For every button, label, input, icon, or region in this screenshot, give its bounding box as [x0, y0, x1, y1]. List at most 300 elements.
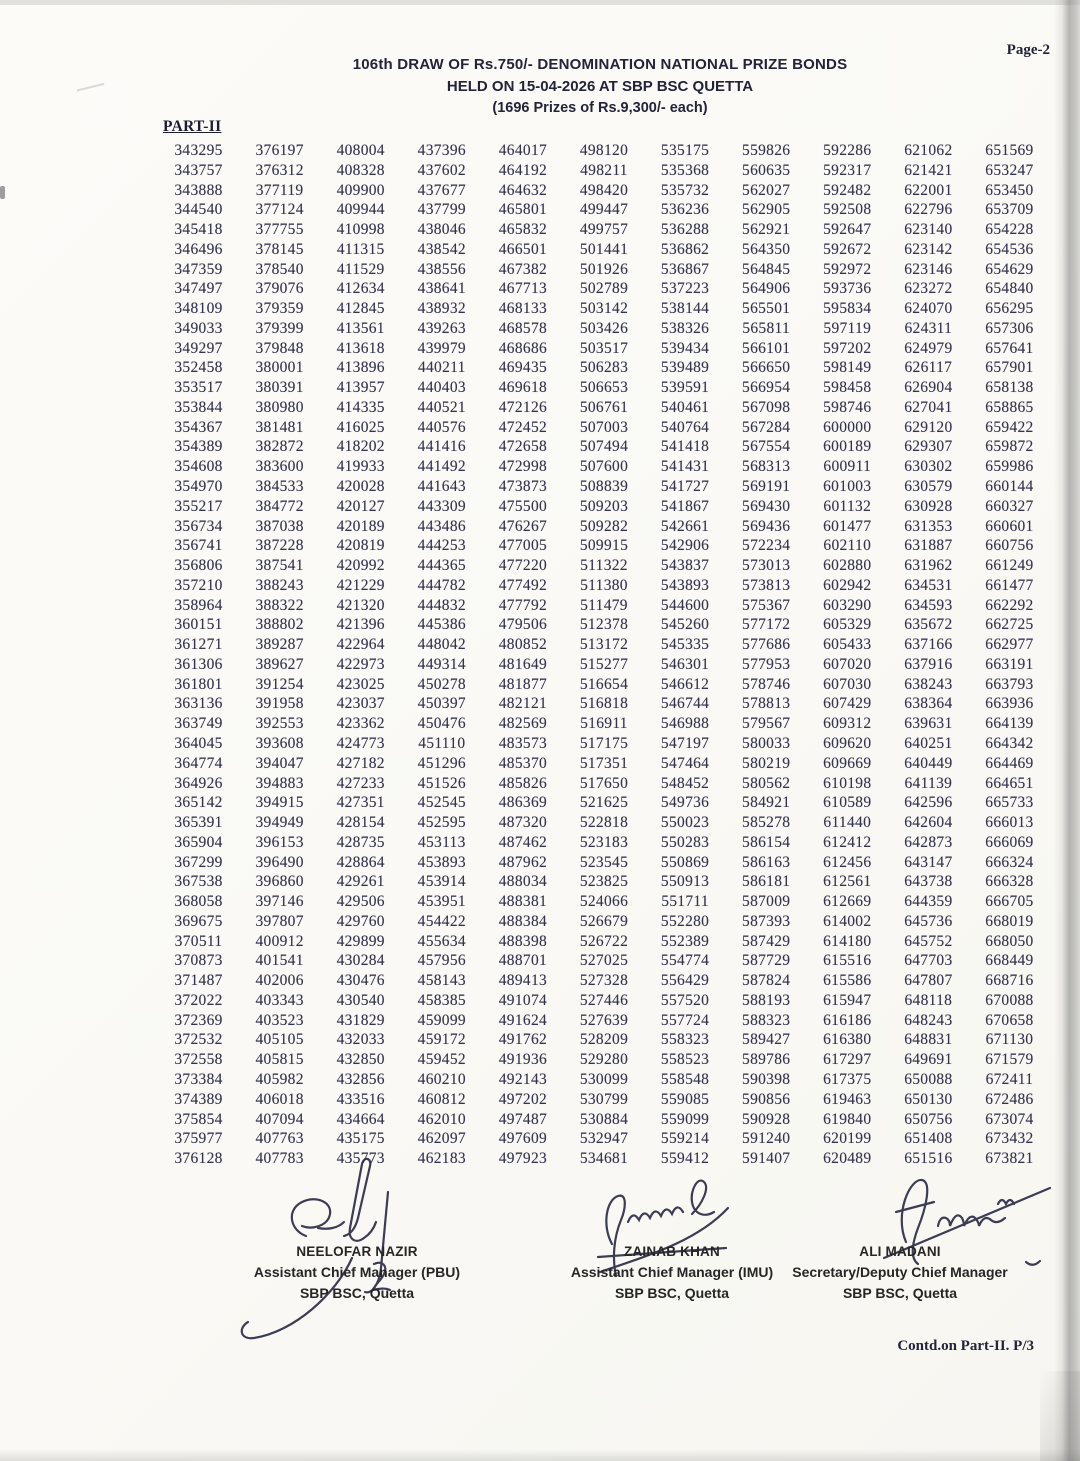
- bond-number: 483573: [498, 734, 548, 752]
- bond-number: 512378: [579, 616, 629, 634]
- bond-number: 477492: [498, 576, 548, 594]
- bond-number: 488384: [498, 912, 548, 930]
- bond-number: 605329: [823, 616, 872, 634]
- bond-number: 653247: [985, 161, 1034, 179]
- bond-number: 455634: [417, 932, 466, 950]
- signatory-title: Secretary/Deputy Chief Manager: [792, 1264, 1008, 1280]
- bond-number: 623146: [904, 260, 953, 278]
- bond-number: 469618: [498, 379, 548, 397]
- bond-number: 602110: [823, 537, 872, 555]
- bond-number: 598458: [823, 379, 872, 397]
- bond-number: 402006: [255, 972, 304, 990]
- bond-number: 498420: [579, 181, 629, 199]
- bond-number: 537223: [660, 280, 710, 298]
- bond-number: 654228: [985, 221, 1034, 239]
- bond-number: 541418: [660, 438, 710, 456]
- bond-number: 630302: [904, 458, 953, 476]
- bond-number: 354970: [174, 478, 223, 496]
- bond-number: 541867: [660, 497, 710, 515]
- bond-number: 434664: [336, 1110, 385, 1128]
- bond-number: 670088: [985, 991, 1034, 1009]
- bond-number: 361271: [174, 636, 223, 654]
- bond-number: 616186: [823, 1011, 872, 1029]
- bond-number: 435773: [336, 1150, 385, 1168]
- bond-number: 408004: [336, 142, 385, 159]
- scan-edge-mark: [0, 186, 5, 199]
- bond-number: 522818: [579, 814, 629, 832]
- bond-number: 363749: [174, 715, 223, 733]
- bond-number: 378145: [255, 240, 304, 258]
- bond-number: 368058: [174, 893, 223, 911]
- bond-number: 589786: [742, 1051, 791, 1069]
- bond-number: 397146: [255, 893, 304, 911]
- bond-number: 431829: [336, 1011, 385, 1029]
- bond-number: 497202: [498, 1090, 548, 1108]
- bond-number: 421229: [336, 576, 385, 594]
- bond-number: 593736: [823, 280, 872, 298]
- bond-number: 444832: [417, 596, 466, 614]
- bond-number: 651408: [904, 1130, 953, 1148]
- bond-number: 460210: [417, 1070, 466, 1088]
- bond-number: 546612: [660, 675, 710, 693]
- bond-number: 643738: [904, 873, 953, 891]
- bond-number: 569436: [742, 517, 791, 535]
- bond-number: 547197: [660, 734, 710, 752]
- bond-number: 416025: [336, 418, 385, 436]
- bond-number: 654629: [985, 260, 1034, 278]
- bond-number: 541431: [660, 458, 710, 476]
- bond-number: 492143: [498, 1070, 548, 1088]
- bond-number: 347359: [174, 260, 223, 278]
- bond-number: 353517: [174, 379, 223, 397]
- bond-number: 497923: [498, 1150, 548, 1168]
- signatory-org: SBP BSC, Quetta: [299, 1285, 415, 1301]
- bond-number: 469435: [498, 359, 548, 377]
- bond-number: 643147: [904, 853, 953, 871]
- bond-number: 462097: [417, 1130, 466, 1148]
- bond-number: 376312: [255, 161, 304, 179]
- bond-number: 565501: [742, 300, 791, 318]
- bond-number: 550023: [660, 814, 710, 832]
- bond-number: 538144: [660, 300, 710, 318]
- bond-number: 419933: [336, 458, 385, 476]
- bond-number: 607020: [823, 655, 872, 673]
- bond-number: 624311: [904, 319, 953, 337]
- bond-number: 438046: [417, 221, 466, 239]
- bond-number: 438641: [417, 280, 466, 298]
- bond-number: 453113: [417, 833, 466, 851]
- bond-number: 420028: [336, 478, 385, 496]
- bond-number: 592317: [823, 161, 872, 179]
- bond-number: 465801: [498, 201, 548, 219]
- bond-number: 670658: [985, 1011, 1034, 1029]
- bond-number: 440211: [417, 359, 466, 377]
- bond-number: 511322: [580, 557, 628, 575]
- bond-number: 449314: [417, 655, 466, 673]
- bond-number: 635672: [904, 616, 953, 634]
- bond-number: 626904: [904, 379, 953, 397]
- bond-number: 383600: [255, 458, 304, 476]
- bond-number: 592482: [823, 181, 872, 199]
- bond-number: 387541: [255, 557, 304, 575]
- bond-number: 414335: [336, 398, 385, 416]
- bond-number: 523183: [579, 833, 629, 851]
- bond-number: 420819: [336, 537, 385, 555]
- bond-number: 609620: [823, 734, 872, 752]
- bond-number: 631353: [904, 517, 953, 535]
- bond-number: 506761: [579, 398, 629, 416]
- bond-number: 468686: [498, 339, 548, 357]
- bond-number: 501926: [579, 260, 629, 278]
- bond-number: 619463: [823, 1090, 872, 1108]
- bond-number: 642596: [904, 794, 953, 812]
- bond-number: 515277: [579, 655, 629, 673]
- bond-number: 577686: [742, 636, 791, 654]
- bond-number: 659872: [985, 438, 1034, 456]
- bond-number: 364926: [174, 774, 223, 792]
- bond-number: 658138: [985, 379, 1034, 397]
- bond-number: 577172: [742, 616, 791, 634]
- bond-number: 535175: [660, 142, 710, 159]
- bond-number: 566101: [742, 339, 791, 357]
- bond-number: 612561: [823, 873, 872, 891]
- bond-number: 497609: [498, 1130, 548, 1148]
- bond-number: 428154: [336, 814, 385, 832]
- bond-number: 466501: [498, 240, 548, 258]
- bond-number: 400912: [255, 932, 304, 950]
- bond-number: 457956: [417, 952, 466, 970]
- bond-number: 397807: [255, 912, 304, 930]
- bond-number: 615947: [823, 991, 872, 1009]
- bond-number: 427351: [336, 794, 385, 812]
- bond-number: 433516: [336, 1090, 385, 1108]
- bond-number: 642873: [904, 833, 953, 851]
- bond-number: 491074: [498, 991, 548, 1009]
- bond-number: 562027: [742, 181, 791, 199]
- part-section-label: PART-II: [163, 118, 222, 135]
- bond-number: 437602: [417, 161, 466, 179]
- bond-number: 517351: [579, 754, 629, 772]
- bond-number: 602942: [823, 576, 872, 594]
- bond-number: 539489: [660, 359, 710, 377]
- bond-number: 420127: [336, 497, 385, 515]
- bond-number: 648831: [904, 1031, 953, 1049]
- bond-number: 396860: [255, 873, 304, 891]
- bond-number: 344540: [174, 201, 223, 219]
- bond-number: 663793: [985, 675, 1034, 693]
- bond-number: 413561: [336, 319, 385, 337]
- bond-number: 558548: [660, 1070, 710, 1088]
- bond-number: 509203: [579, 497, 629, 515]
- bond-number: 364045: [174, 734, 223, 752]
- bond-number: 364774: [174, 754, 223, 772]
- bond-number: 623140: [904, 221, 953, 239]
- bond-number: 354389: [174, 438, 223, 456]
- bond-number: 438542: [417, 240, 466, 258]
- bond-number: 549736: [660, 794, 710, 812]
- bond-number: 536862: [660, 240, 710, 258]
- bond-number: 444253: [417, 537, 466, 555]
- bond-number: 391254: [255, 675, 304, 693]
- bond-number: 627041: [904, 398, 953, 416]
- bond-number: 637166: [904, 636, 953, 654]
- bond-number: 365904: [174, 833, 223, 851]
- bond-number: 598746: [823, 398, 872, 416]
- bond-number: 617297: [823, 1051, 872, 1069]
- bond-number: 379399: [255, 319, 304, 337]
- bond-number: 452545: [417, 794, 466, 812]
- bond-number: 360151: [174, 616, 223, 634]
- bond-number: 432033: [336, 1031, 385, 1049]
- scan-corner-shadow: [1040, 1371, 1080, 1461]
- bond-number: 620199: [823, 1130, 872, 1148]
- bond-number: 664651: [985, 774, 1034, 792]
- bond-number: 516818: [579, 695, 629, 713]
- bond-number: 575367: [742, 596, 791, 614]
- bond-number: 371487: [174, 972, 223, 990]
- bond-number: 673432: [985, 1130, 1034, 1148]
- bond-number: 503142: [579, 300, 629, 318]
- bond-number: 379848: [255, 339, 304, 357]
- bond-number: 438556: [417, 260, 466, 278]
- signatory-title: Assistant Chief Manager (IMU): [570, 1264, 774, 1280]
- bond-number: 421320: [336, 596, 385, 614]
- bond-number: 407094: [255, 1110, 304, 1128]
- bond-number: 523825: [579, 873, 629, 891]
- bond-number: 472126: [498, 398, 548, 416]
- bond-number: 428735: [336, 833, 385, 851]
- bond-number: 536288: [660, 221, 710, 239]
- bond-number: 603290: [823, 596, 872, 614]
- bond-number: 601132: [823, 497, 872, 515]
- bond-number: 361801: [174, 675, 223, 693]
- bond-number: 357210: [174, 576, 223, 594]
- bond-number: 499757: [579, 221, 629, 239]
- bond-number: 465832: [498, 221, 548, 239]
- signatory-block-1: [242, 1244, 472, 1301]
- bond-number: 451526: [417, 774, 466, 792]
- bond-number: 516654: [579, 675, 629, 693]
- bond-number: 620489: [823, 1150, 872, 1168]
- bond-number-table: [158, 141, 1050, 1169]
- bond-number: 394949: [255, 814, 304, 832]
- bond-number: 365142: [174, 794, 223, 812]
- bond-number: 441416: [417, 438, 466, 456]
- bond-number: 378540: [255, 260, 304, 278]
- bond-number: 626117: [904, 359, 953, 377]
- bond-number: 600000: [823, 418, 872, 436]
- bond-number: 429899: [336, 932, 385, 950]
- bond-number: 591240: [742, 1130, 791, 1148]
- bond-number: 560635: [742, 161, 791, 179]
- bond-number: 437677: [417, 181, 466, 199]
- bond-number: 536236: [660, 201, 710, 219]
- bond-number: 588323: [742, 1011, 791, 1029]
- signatory-title: Assistant Chief Manager (PBU): [253, 1264, 461, 1280]
- bond-number: 559099: [660, 1110, 710, 1128]
- bond-number: 612412: [823, 833, 872, 851]
- bond-number: 423025: [336, 675, 385, 693]
- bond-number: 352458: [174, 359, 223, 377]
- bond-number: 668449: [985, 952, 1034, 970]
- bond-number: 567098: [742, 398, 791, 416]
- bond-number: 376197: [255, 142, 304, 159]
- bond-number: 343295: [174, 142, 223, 159]
- bond-number: 564845: [742, 260, 791, 278]
- bond-number: 558523: [660, 1051, 710, 1069]
- bond-number: 567554: [742, 438, 791, 456]
- bond-number: 657641: [985, 339, 1034, 357]
- bond-number: 614002: [823, 912, 872, 930]
- bond-number: 605433: [823, 636, 872, 654]
- signatory-name: NEELOFAR NAZIR: [296, 1244, 418, 1259]
- bond-number: 443309: [417, 497, 466, 515]
- bond-number: 661249: [985, 557, 1034, 575]
- bond-number: 587824: [742, 972, 791, 990]
- bond-number: 610198: [823, 774, 872, 792]
- bond-number: 488398: [498, 932, 548, 950]
- bond-number: 503426: [579, 319, 629, 337]
- bond-number: 656295: [985, 300, 1034, 318]
- bond-number: 453914: [417, 873, 466, 891]
- bond-number: 377119: [255, 181, 304, 199]
- bond-number: 391958: [255, 695, 304, 713]
- bond-number: 376128: [174, 1150, 223, 1168]
- bond-number: 665733: [985, 794, 1034, 812]
- bond-number: 647703: [904, 952, 953, 970]
- bond-number: 403343: [255, 991, 304, 1009]
- bond-number: 381481: [255, 418, 304, 436]
- bond-number: 347497: [174, 280, 223, 298]
- bond-number: 621062: [904, 142, 953, 159]
- bond-number: 640449: [904, 754, 953, 772]
- bond-number: 487462: [498, 833, 548, 851]
- bond-number: 363136: [174, 695, 223, 713]
- bond-number: 358964: [174, 596, 223, 614]
- bond-number: 477792: [498, 596, 548, 614]
- bond-number: 382872: [255, 438, 304, 456]
- bond-number: 569430: [742, 497, 791, 515]
- bond-number: 468133: [498, 300, 548, 318]
- bond-number: 462010: [417, 1110, 466, 1128]
- bond-number: 379359: [255, 300, 304, 318]
- bond-number: 377124: [255, 201, 304, 219]
- bond-number: 448042: [417, 636, 466, 654]
- bond-number: 369675: [174, 912, 223, 930]
- bond-number: 367299: [174, 853, 223, 871]
- bond-number: 630579: [904, 478, 953, 496]
- bond-number: 507003: [579, 418, 629, 436]
- bond-number: 562921: [742, 221, 791, 239]
- bond-number: 489413: [498, 972, 548, 990]
- bond-number: 617375: [823, 1070, 872, 1088]
- bond-number: 467713: [498, 280, 548, 298]
- bond-number: 629120: [904, 418, 953, 436]
- bond-number: 535368: [660, 161, 710, 179]
- bond-number: 637916: [904, 655, 953, 673]
- bond-number: 587393: [742, 912, 791, 930]
- bond-number: 467382: [498, 260, 548, 278]
- bond-number: 499447: [579, 201, 629, 219]
- bond-number: 612456: [823, 853, 872, 871]
- bond-number: 657306: [985, 319, 1034, 337]
- bond-number: 621421: [904, 161, 953, 179]
- bond-number: 566954: [742, 379, 791, 397]
- bond-number: 487320: [498, 814, 548, 832]
- bond-number: 580562: [742, 774, 791, 792]
- draw-venue-date: HELD ON 15-04-2026 AT SBP BSC QUETTA: [446, 78, 754, 95]
- bond-number: 550913: [660, 873, 710, 891]
- bond-number: 577953: [742, 655, 791, 673]
- bond-number: 411529: [336, 260, 385, 278]
- page-number-label: Page-2: [1006, 42, 1050, 58]
- bond-number: 380001: [255, 359, 304, 377]
- bond-number: 387228: [255, 537, 304, 555]
- bond-number: 384772: [255, 497, 304, 515]
- bond-number: 673074: [985, 1110, 1034, 1128]
- bond-number: 486369: [498, 794, 548, 812]
- bond-number: 615516: [823, 952, 872, 970]
- bond-number: 450278: [417, 675, 466, 693]
- bond-number: 409944: [336, 201, 385, 219]
- bond-number: 438932: [417, 300, 466, 318]
- bond-number: 407783: [255, 1150, 304, 1168]
- bond-number: 671579: [985, 1051, 1034, 1069]
- bond-number: 543837: [660, 557, 710, 575]
- bond-number: 647807: [904, 972, 953, 990]
- bond-number: 587429: [742, 932, 791, 950]
- bond-number: 485826: [498, 774, 548, 792]
- bond-number: 507494: [579, 438, 629, 456]
- bond-number: 468578: [498, 319, 548, 337]
- bond-number: 485370: [498, 754, 548, 772]
- bond-number: 650756: [904, 1110, 953, 1128]
- bond-number: 458143: [417, 972, 466, 990]
- bond-number: 589427: [742, 1031, 791, 1049]
- bond-number: 480852: [498, 636, 548, 654]
- bond-number: 527025: [579, 952, 629, 970]
- bond-number: 420992: [336, 557, 385, 575]
- bond-number: 666013: [985, 814, 1034, 832]
- bond-number: 559085: [660, 1090, 710, 1108]
- bond-number: 422973: [336, 655, 385, 673]
- bond-number: 516911: [580, 715, 628, 733]
- bond-number: 588193: [742, 991, 791, 1009]
- bond-number: 464192: [498, 161, 548, 179]
- bond-number: 550869: [660, 853, 710, 871]
- bond-number: 432850: [336, 1051, 385, 1069]
- bond-number: 543893: [660, 576, 710, 594]
- bond-number: 673821: [985, 1150, 1034, 1168]
- bond-number: 375854: [174, 1110, 223, 1128]
- bond-number: 609669: [823, 754, 872, 772]
- bond-number: 585278: [742, 814, 791, 832]
- bond-number: 564906: [742, 280, 791, 298]
- bond-number: 388322: [255, 596, 304, 614]
- bond-number: 472452: [498, 418, 548, 436]
- bond-number: 607030: [823, 675, 872, 693]
- bond-number: 548452: [660, 774, 710, 792]
- bond-number: 559214: [660, 1130, 710, 1148]
- bond-number: 453893: [417, 853, 466, 871]
- bond-number: 542661: [660, 517, 710, 535]
- bond-number: 612669: [823, 893, 872, 911]
- bond-number: 491624: [498, 1011, 548, 1029]
- bond-number: 508839: [579, 478, 629, 496]
- bond-number: 566650: [742, 359, 791, 377]
- bond-number: 509282: [579, 517, 629, 535]
- bond-number: 657901: [985, 359, 1034, 377]
